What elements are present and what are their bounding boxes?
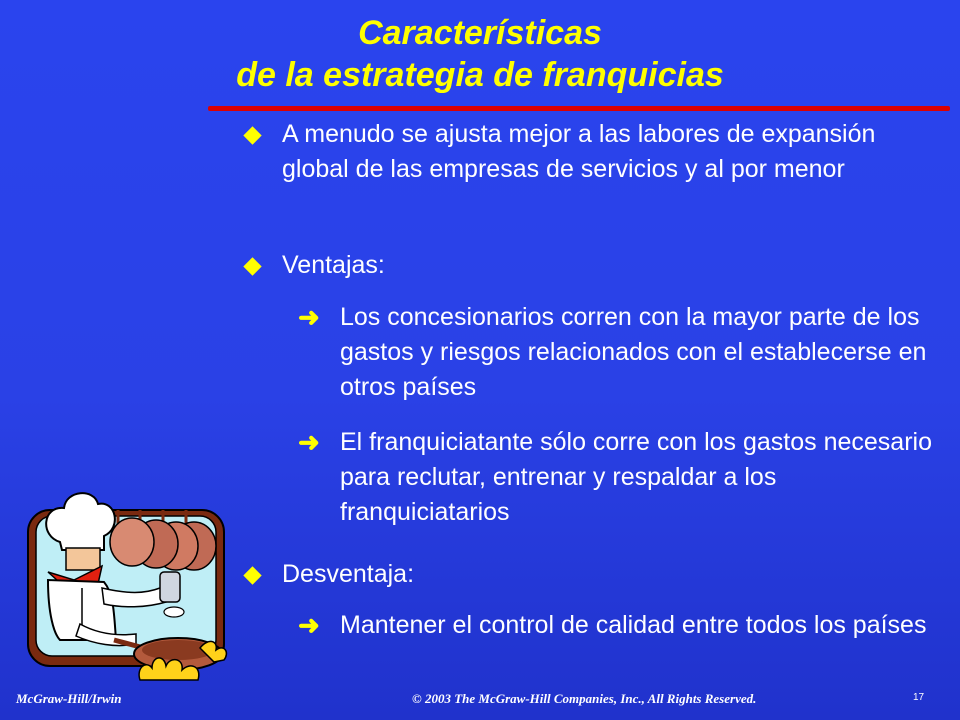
page-number: 17 <box>913 692 925 703</box>
bullet-text: Ventajas: <box>282 251 385 279</box>
bullet-item <box>282 248 942 283</box>
title-line-1: Características <box>358 14 602 52</box>
bullet-text: Desventaja: <box>282 560 415 588</box>
footer-publisher: McGraw-Hill/Irwin <box>16 691 122 706</box>
sub-bullet-text: Los concesionarios corren con la mayor parte de los gastos y riesgos relacionados con el establecerse en otros países <box>340 303 927 401</box>
arrow-right-icon: ➜ <box>298 302 320 332</box>
sub-bullet-item <box>298 608 942 643</box>
arrow-right-icon: ➜ <box>298 427 320 457</box>
bullet-item <box>282 557 942 592</box>
chef-cooking-icon <box>18 484 254 690</box>
bullet-text: A menudo se ajusta mejor a las labores de expansión global de las empresas de servicios y al por menor <box>282 120 876 183</box>
bullet-item <box>282 117 942 187</box>
diamond-bullet-icon <box>246 129 259 142</box>
sub-bullet-item <box>298 425 950 530</box>
diamond-bullet-icon <box>246 260 259 273</box>
sub-bullet-text: El franquiciatante sólo corre con los gastos necesario para reclutar, entrenar y respaldar a los franquiciatarios <box>340 428 932 526</box>
arrow-right-icon: ➜ <box>298 610 320 640</box>
footer-copyright: © 2003 The McGraw-Hill Companies, Inc., All Rights Reserved. <box>412 691 757 706</box>
title-line-2: de la estrategia de franquicias <box>236 56 724 94</box>
sub-bullet-item <box>298 300 942 405</box>
sub-bullet-text: Mantener el control de calidad entre todos los países <box>340 611 927 639</box>
